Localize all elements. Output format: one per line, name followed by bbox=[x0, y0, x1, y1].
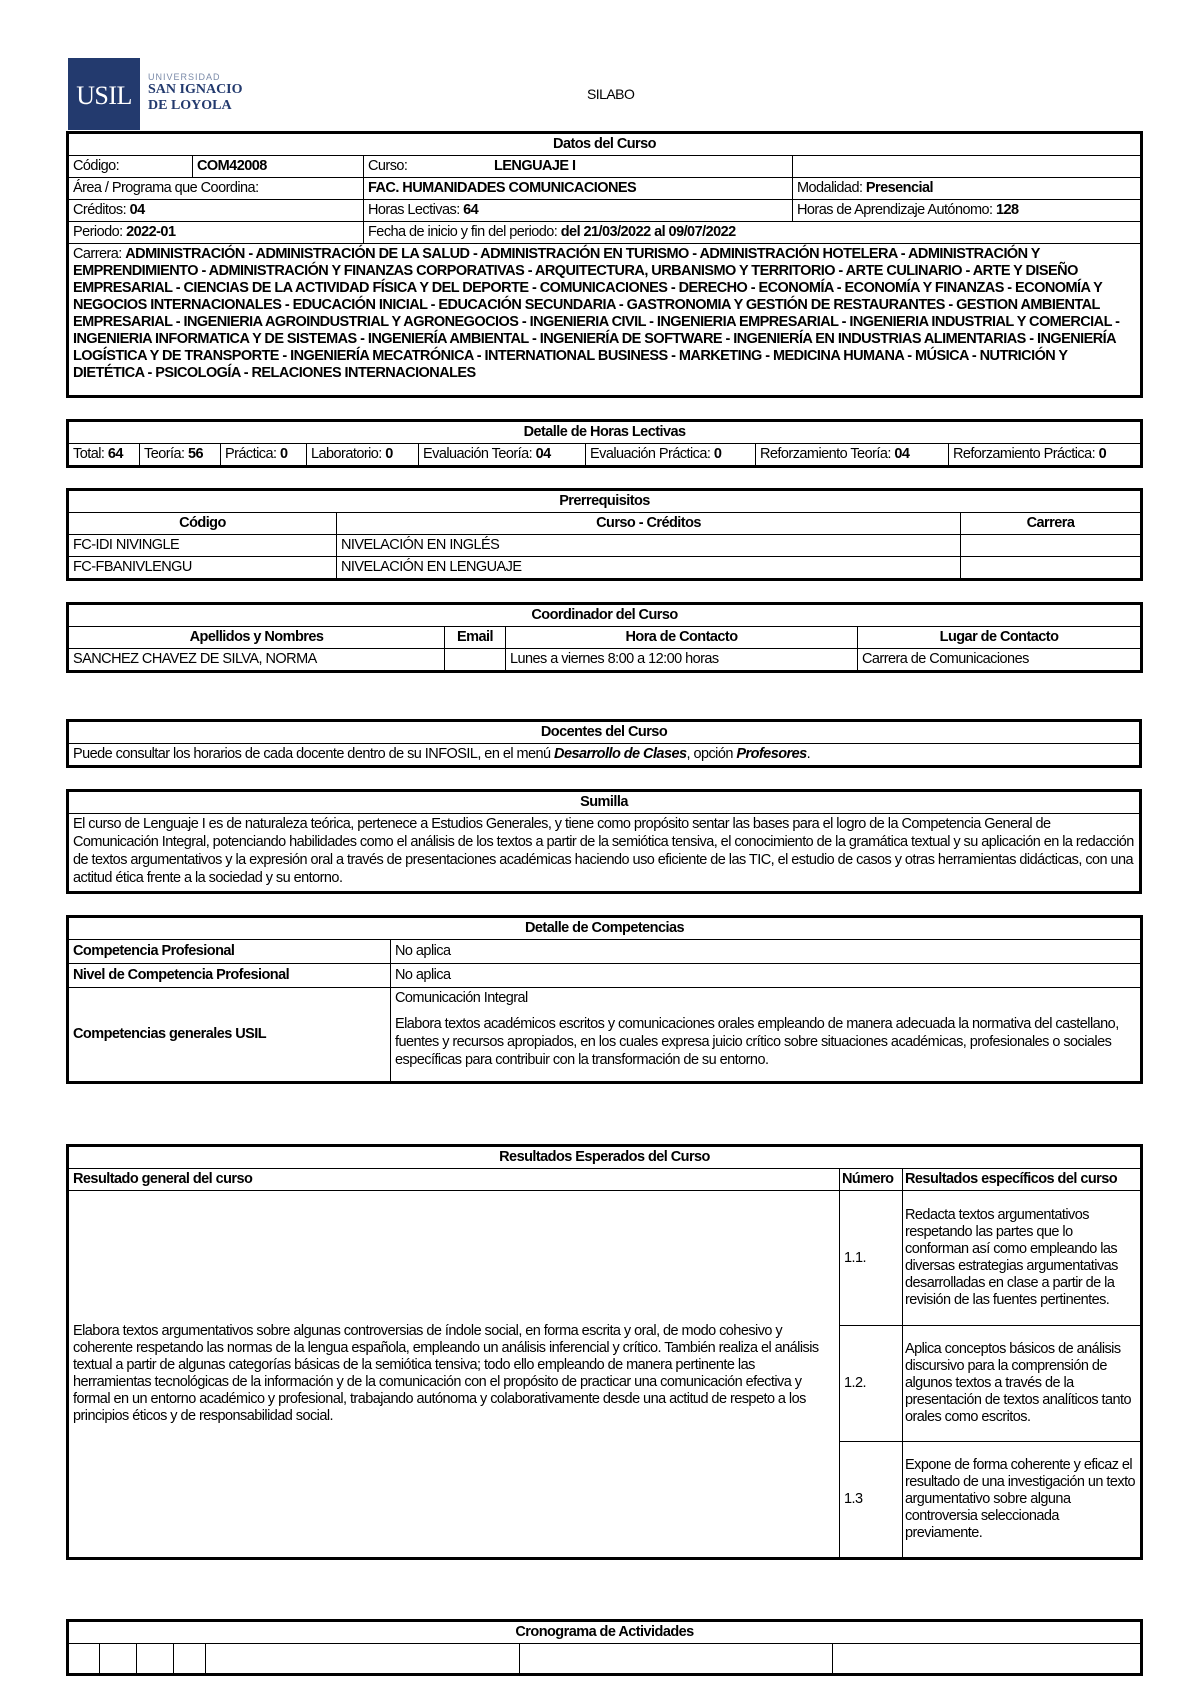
datos-curso-heading: Datos del Curso bbox=[69, 134, 1141, 156]
usil-logo-icon bbox=[68, 58, 140, 130]
table-row: FC-FBANIVLENGU NIVELACIÓN EN LENGUAJE bbox=[69, 557, 1141, 579]
nivel-competencia-label: Nivel de Competencia Profesional bbox=[69, 964, 391, 988]
datos-curso-table bbox=[68, 133, 1141, 396]
horas-cell: Evaluación Teoría: 04 bbox=[419, 444, 586, 466]
col-resultado-general: Resultado general del curso bbox=[69, 1169, 840, 1191]
coordinador-table: Coordinador del Curso Apellidos y Nombres Email Hora de Contacto Lugar de Contacto SANCHEZ CHAVEZ DE SILVA, NORMA Lunes a viernes 8:00 a 12:00 horas Carrera de Comunicaciones bbox=[68, 604, 1141, 671]
prerrequisitos-heading: Prerrequisitos bbox=[69, 491, 1141, 513]
sumilla-table bbox=[68, 791, 1140, 892]
coordinador-email bbox=[445, 649, 506, 671]
creditos: Créditos: 04 bbox=[69, 200, 364, 222]
coordinador-hora: Lunes a viernes 8:00 a 12:00 horas bbox=[506, 649, 858, 671]
codigo-value: COM42008 bbox=[193, 156, 364, 178]
periodo: Periodo: 2022-01 bbox=[69, 222, 364, 244]
coordinador-heading: Coordinador del Curso bbox=[69, 605, 1141, 627]
cronograma-table bbox=[68, 1621, 1141, 1674]
curso-cell: Curso: LENGUAJE I bbox=[364, 156, 793, 178]
col-numero: Número bbox=[840, 1169, 903, 1191]
sumilla-text: El curso de Lenguaje I es de naturaleza teórica, pertenece a Estudios Generales, y tiene como propósito sentar las bases para el logro de la Competencia General de Comunicación Integral, potenciando habilidades como el análisis de los textos a partir de la semiótica tensiva, el conocimiento de la gramática textual y su aplicación en la redacción de textos argumentativos y la expresión oral a través de presentaciones académicas haciendo uso eficiente de las TIC, el estudio de casos y otras herramientas didácticas, con una actitud ética frente a la sociedad y su entorno. bbox=[69, 814, 1140, 892]
col-curso-creditos: Curso - Créditos bbox=[337, 513, 961, 535]
competencias-table bbox=[68, 917, 1141, 1082]
codigo-label: Código: bbox=[69, 156, 193, 178]
col-carrera: Carrera bbox=[961, 513, 1141, 535]
area-value: FAC. HUMANIDADES COMUNICACIONES bbox=[364, 178, 793, 200]
university-name: UNIVERSIDAD SAN IGNACIO DE LOYOLA bbox=[148, 72, 243, 113]
resultado-numero: 1.1. bbox=[840, 1191, 903, 1326]
modalidad: Modalidad: Presencial bbox=[793, 178, 1141, 200]
competencias-heading: Detalle de Competencias bbox=[69, 918, 1141, 940]
area-label: Área / Programa que Coordina: bbox=[69, 178, 364, 200]
horas-row bbox=[69, 444, 1141, 466]
horas-lectivas: Horas Lectivas: 64 bbox=[364, 200, 793, 222]
resultado-especifico: Expone de forma coherente y eficaz el resultado de una investigación un texto argumentativo sobre alguna controversia seleccionada previamente. bbox=[903, 1442, 1141, 1558]
resultado-especifico: Redacta textos argumentativos respetando las partes que lo conforman así como empleando las diversas estrategias argumentativas desarrolladas en clase a partir de la revisión de las fuentes pertinentes. bbox=[903, 1191, 1141, 1326]
horas-cell: Teoría: 56 bbox=[140, 444, 221, 466]
cronograma-heading: Cronograma de Actividades bbox=[69, 1622, 1141, 1644]
resultado-numero: 1.3 bbox=[840, 1442, 903, 1558]
competencia-profesional-label: Competencia Profesional bbox=[69, 940, 391, 964]
resultados-table bbox=[68, 1146, 1141, 1558]
resultado-especifico: Aplica conceptos básicos de análisis discursivo para la comprensión de algunos textos a través de la presentación de textos analíticos tanto orales como escritos. bbox=[903, 1326, 1141, 1442]
horas-cell: Laboratorio: 0 bbox=[307, 444, 419, 466]
horas-cell: Práctica: 0 bbox=[221, 444, 307, 466]
horas-autonomo: Horas de Aprendizaje Autónomo: 128 bbox=[793, 200, 1141, 222]
fechas-periodo: Fecha de inicio y fin del periodo: del 21/03/2022 al 09/07/2022 bbox=[364, 222, 1141, 244]
docentes-heading: Docentes del Curso bbox=[69, 722, 1140, 744]
resultado-numero: 1.2. bbox=[840, 1326, 903, 1442]
resultado-general-text: Elabora textos argumentativos sobre algunas controversias de índole social, en forma escrita y oral, de modo cohesivo y coherente respetando las normas de la lengua española, empleando un análisis inferencial y crítico. También realiza el análisis textual a partir de algunas categorías básicas de la semiótica tensiva; todo ello empleando de manera pertinente las herramientas tecnológicas de la información y de la comunicación con el propósito de practicar una comunicación efectiva y formal en un entorno académico y profesional, trabajando autónoma y colaborativamente desde una actitud de respeto a los principios éticos y de responsabilidad social. bbox=[69, 1191, 840, 1558]
horas-heading: Detalle de Horas Lectivas bbox=[69, 422, 1141, 444]
svg-text:USIL: USIL bbox=[76, 81, 132, 110]
resultados-heading: Resultados Esperados del Curso bbox=[69, 1147, 1141, 1169]
coordinador-nombre: SANCHEZ CHAVEZ DE SILVA, NORMA bbox=[69, 649, 445, 671]
curso-value: LENGUAJE I bbox=[494, 158, 576, 174]
horas-cell: Reforzamiento Teoría: 04 bbox=[756, 444, 949, 466]
docentes-table bbox=[68, 721, 1140, 766]
table-row: FC-IDI NIVINGLE NIVELACIÓN EN INGLÉS bbox=[69, 535, 1141, 557]
competencias-generales-value: Comunicación Integral Elabora textos académicos escritos y comunicaciones orales empleando de manera adecuada la normativa del castellano, fuentes y recursos apropiados, en los cuales expresa juicio crítico sobre situaciones académicas, profesionales o sociales específicas para contribuir con la transformación de su entorno. bbox=[391, 988, 1141, 1082]
horas-cell: Reforzamiento Práctica: 0 bbox=[949, 444, 1141, 466]
table-row bbox=[69, 649, 1141, 671]
page-title: SILABO bbox=[587, 86, 635, 102]
horas-cell: Total: 64 bbox=[69, 444, 140, 466]
nivel-competencia-value: No aplica bbox=[391, 964, 1141, 988]
horas-table bbox=[68, 421, 1141, 466]
prerrequisitos-table bbox=[68, 490, 1141, 579]
sumilla-heading: Sumilla bbox=[69, 792, 1140, 814]
competencias-generales-label: Competencias generales USIL bbox=[69, 988, 391, 1082]
competencia-profesional-value: No aplica bbox=[391, 940, 1141, 964]
carrera-list: Carrera: ADMINISTRACIÓN - ADMINISTRACIÓN DE LA SALUD - ADMINISTRACIÓN EN TURISMO - ADMINISTRACIÓN HOTELERA - ADMINISTRACIÓN Y EMPRENDIMIENTO - ADMINISTRACIÓN Y FINANZAS CORPORATIVAS - ARQUITECTURA, URBANISMO Y TERRITORIO - ARTE CULINARIO - ARTE Y DISEÑO EMPRESARIAL - CIENCIAS DE LA ACTIVIDAD FÍSICA Y DEL DEPORTE - COMUNICACIONES - DERECHO - ECONOMÍA - ECONOMÍA Y FINANZAS - ECONOMÍA Y NEGOCIOS INTERNACIONALES - EDUCACIÓN INICIAL - EDUCACIÓN SECUNDARIA - GASTRONOMIA Y GESTIÓN DE RESTAURANTES - GESTION AMBIENTAL EMPRESARIAL - INGENIERIA AGROINDUSTRIAL Y AGRONEGOCIOS - INGENIERIA CIVIL - INGENIERIA EMPRESARIAL - INGENIERIA INDUSTRIAL Y COMERCIAL - INGENIERIA INFORMATICA Y DE SISTEMAS - INGENIERÍA AMBIENTAL - INGENIERÍA DE SOFTWARE - INGENIERÍA EN INDUSTRIAS ALIMENTARIAS - INGENIERÍA LOGÍSTICA Y DE TRANSPORTE - INGENIERÍA MECATRÓNICA - INTERNATIONAL BUSINESS - MARKETING - MEDICINA HUMANA - MÚSICA - NUTRICIÓN Y DIETÉTICA - PSICOLOGÍA - RELACIONES INTERNACIONALES bbox=[69, 244, 1141, 396]
docentes-text: Puede consultar los horarios de cada docente dentro de su INFOSIL, en el menú Desarrollo de Clases, opción Profesores. bbox=[69, 744, 1140, 766]
horas-cell: Evaluación Práctica: 0 bbox=[586, 444, 756, 466]
col-resultados-especificos: Resultados específicos del curso bbox=[903, 1169, 1141, 1191]
coordinador-lugar: Carrera de Comunicaciones bbox=[858, 649, 1141, 671]
col-codigo: Código bbox=[69, 513, 337, 535]
usil-logo-mark bbox=[68, 58, 140, 130]
